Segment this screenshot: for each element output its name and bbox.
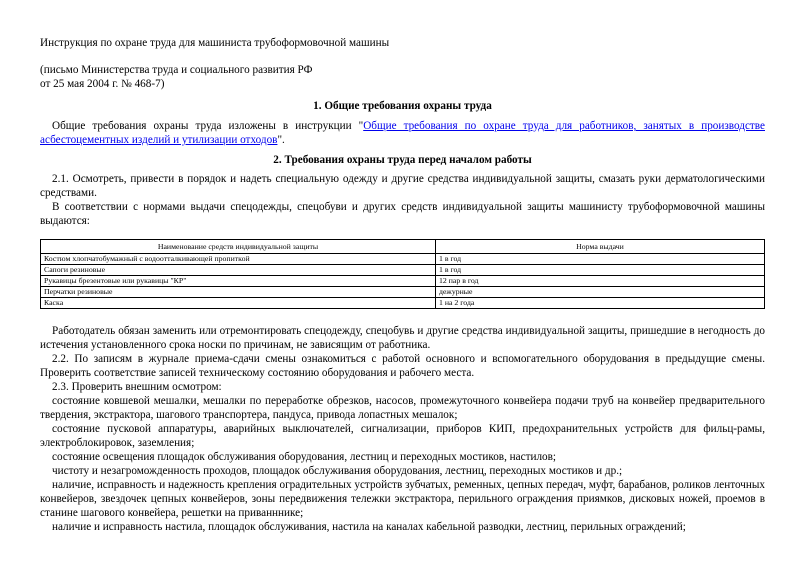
table-cell-name: Рукавицы брезентовые или рукавицы "КР" [41,276,436,287]
table-cell-name: Каска [41,298,436,309]
table-cell-norm: 1 в год [436,254,765,265]
table-row [41,287,765,298]
table-row [41,254,765,265]
table-cell-norm: 12 пар в год [436,276,765,287]
section-2-heading: 2. Требования охраны труда перед началом работы [273,154,532,166]
paragraph-employer: Работодатель обязан заменить или отремонтировать спецодежду, спецобувь и другие средства индивидуальной защиты, пришедшие в негодность до истечения установленного срока носки по причинам, не зависящим от работника. [40,325,765,351]
document-title: Инструкция по охране труда для машиниста трубоформовочной машины [40,37,390,49]
table-cell-name: Перчатки резиновые [41,287,436,298]
section-1-heading: 1. Общие требования охраны труда [313,100,492,112]
section-1-text-suffix: ". [277,133,285,146]
paragraph-2-1: 2.1. Осмотреть, привести в порядок и надеть специальную одежду и другие средства индивидуальной защиты, смазать руки дерматологическими средствами. [40,173,765,199]
table-row [41,265,765,276]
list-item: состояние пусковой аппаратуры, аварийных выключателей, сигнализации, приборов КИП, предохранительных устройств для фильц-рамы, электроблокировок, заземления; [40,423,765,449]
table-row [41,276,765,287]
table-cell-norm: 1 на 2 года [436,298,765,309]
table-header-norm: Норма выдачи [436,240,765,254]
list-item: чистоту и незагроможденность проходов, площадок обслуживания оборудования, лестниц, переходных мостиков и др.; [52,465,623,477]
source-line-1: (письмо Министерства труда и социального развития РФ [40,64,313,76]
table-cell-norm: дежурные [436,287,765,298]
table-header-name: Наименование средств индивидуальной защиты [41,240,436,254]
general-requirements-link[interactable]: Общие требования по охране труда для работников, занятых в производстве асбестоцементных изделий и утилизации отходов [40,120,765,146]
list-item: наличие и исправность настила, площадок обслуживания, настила на каналах кабельной разводки, лестниц, перильных ограждений; [52,521,686,533]
ppe-table [40,239,765,309]
source-line-2: от 25 мая 2004 г. № 468-7) [40,78,165,90]
table-cell-norm: 1 в год [436,265,765,276]
list-item: состояние ковшевой мешалки, мешалки по переработке обрезков, насосов, промежуточного конвейера подачи труб на конвейер предварительного твердения, экстрактора, шагового транспортера, пандуса, привода лопастных мешалок; [40,395,765,421]
table-header-row [41,240,765,254]
table-row [41,298,765,309]
table-cell-name: Костюм хлопчатобумажный с водоотталкивающей пропиткой [41,254,436,265]
table-cell-name: Сапоги резиновые [41,265,436,276]
paragraph-2-3: 2.3. Проверить внешним осмотром: [52,381,222,393]
list-item: состояние освещения площадок обслуживания оборудования, лестниц и переходных мостиков, настилов; [52,451,557,463]
section-1-text [40,120,765,148]
paragraph-2-2: 2.2. По записям в журнале приема-сдачи смены ознакомиться с работой основного и вспомогательного оборудования в предыдущие смены. Проверить соответствие записей техническому состоянию оборудования и рабочего места. [40,353,765,379]
list-item: наличие, исправность и надежность крепления оградительных устройств зубчатых, ременных, цепных передач, муфт, барабанов, роликов ленточных конвейеров, звездочек цепных конвейеров, зоны передвижения тележки экстрактора, перильного ограждения приямков, дисковых ножей, проемов в станине шагового конвейера, решетки на приванннике; [40,479,765,519]
paragraph-2-1b: В соответствии с нормами выдачи спецодежды, спецобуви и других средств индивидуальной защиты машинисту трубоформовочной машины выдаются: [40,201,765,227]
section-1-text-prefix: Общие требования охраны труда изложены в инструкции " [52,120,364,132]
